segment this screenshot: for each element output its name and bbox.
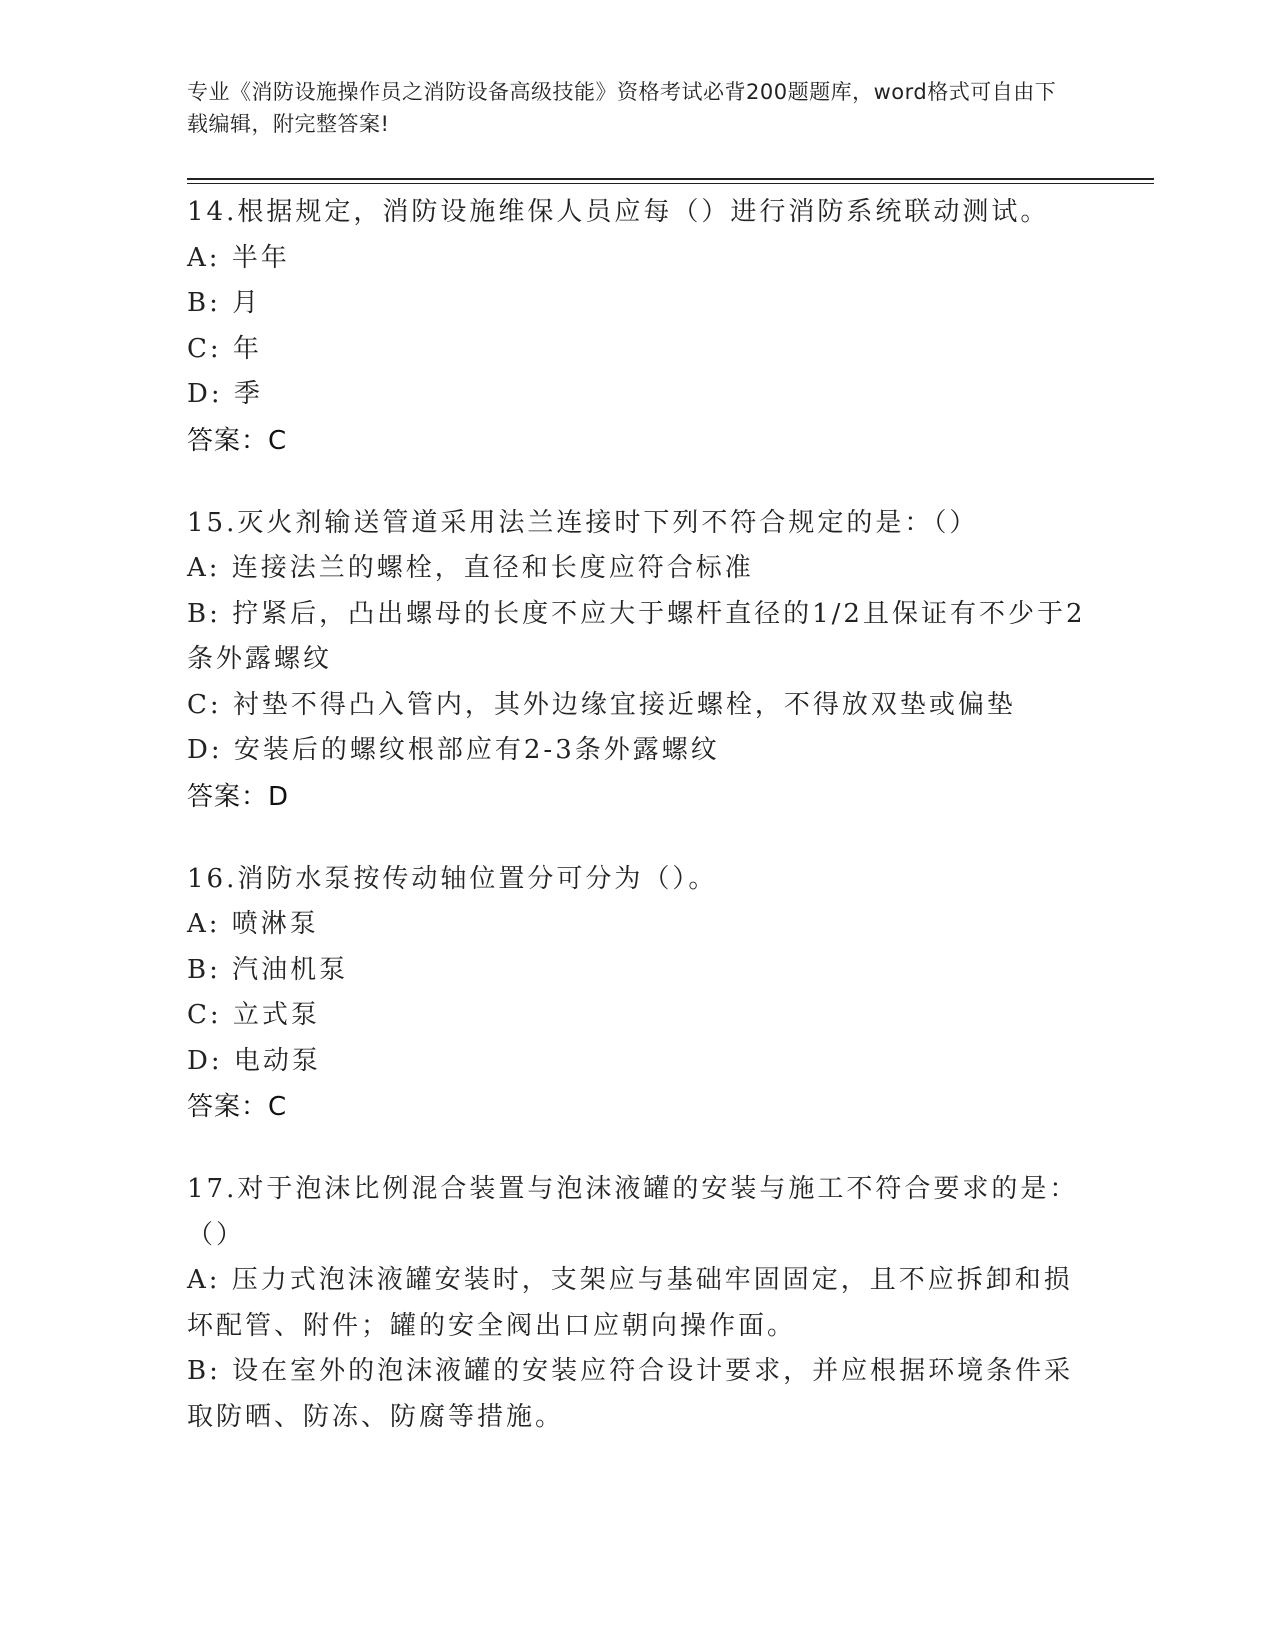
question-list xyxy=(187,190,1087,1477)
question-stem: 14.根据规定，消防设施维保人员应每（）进行消防系统联动测试。 xyxy=(187,197,1050,227)
answer: 答案：C xyxy=(187,1092,288,1122)
option-c: C: 年 xyxy=(187,333,262,364)
option-a: A: 喷淋泵 xyxy=(187,909,319,939)
option-a: A: 半年 xyxy=(187,242,290,273)
question-17 xyxy=(187,1167,1087,1440)
option-b: B: 拧紧后，凸出螺母的长度不应大于螺杆直径的1/2且保证有不少于2条外露螺纹 xyxy=(187,598,1086,674)
header-divider-thick xyxy=(187,178,1154,180)
question-14 xyxy=(187,190,1087,464)
option-a: A: 连接法兰的螺栓，直径和长度应符合标准 xyxy=(187,553,754,583)
answer: 答案：D xyxy=(187,781,290,812)
document-header: 专业《消防设施操作员之消防设备高级技能》资格考试必背200题题库，word格式可自由下载编辑，附完整答案! xyxy=(187,80,1057,136)
question-stem: 15.灭火剂输送管道采用法兰连接时下列不符合规定的是：（） xyxy=(187,507,979,538)
option-d: D: 电动泵 xyxy=(187,1045,321,1076)
question-stem: 16.消防水泵按传动轴位置分可分为（）。 xyxy=(187,863,718,894)
option-b: B: 设在室外的泡沫液罐的安装应符合设计要求，并应根据环境条件采取防晒、防冻、防腐等措施。 xyxy=(187,1356,1074,1432)
option-c: C: 衬垫不得凸入管内，其外边缘宜接近螺栓，不得放双垫或偏垫 xyxy=(187,689,1016,720)
question-stem: 17.对于泡沫比例混合装置与泡沫液罐的安装与施工不符合要求的是：（） xyxy=(187,1174,1079,1250)
question-15 xyxy=(187,501,1087,820)
option-d: D: 季 xyxy=(187,379,263,409)
option-c: C: 立式泵 xyxy=(187,1000,320,1030)
option-b: B: 月 xyxy=(187,288,262,318)
option-b: B: 汽油机泵 xyxy=(187,954,349,985)
header-divider-thin xyxy=(187,183,1154,184)
question-16 xyxy=(187,857,1087,1131)
option-d: D: 安装后的螺纹根部应有2-3条外露螺纹 xyxy=(187,735,720,765)
answer: 答案：C xyxy=(187,425,288,456)
option-a: A: 压力式泡沫液罐安装时，支架应与基础牢固固定，且不应拆卸和损坏配管、附件；罐的安全阀出口应朝向操作面。 xyxy=(187,1265,1073,1341)
